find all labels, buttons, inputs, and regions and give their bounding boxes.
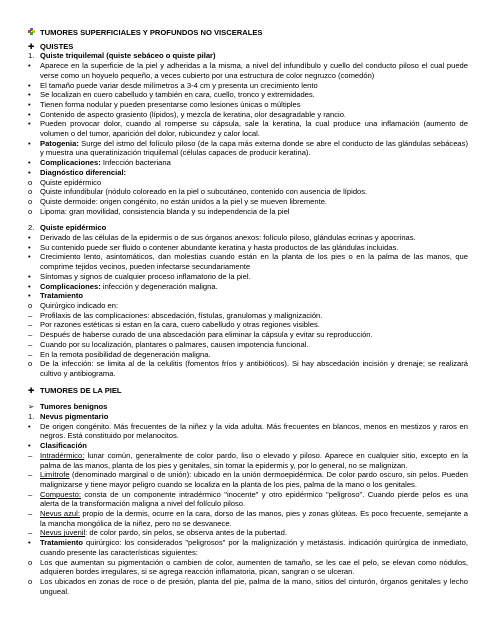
body-text: Aparece en la superficie de la piel y adheridas a la misma, a nivel del infundíbulo y cuello del conducto piloso el cual puede verse como un hoyuelo pequeño, a veces cubierto por una estructura de color negruzco (comedón)	[40, 61, 468, 80]
list-marker: •	[28, 109, 31, 119]
list-item	[28, 223, 468, 233]
list-marker: o	[28, 177, 33, 187]
list-text	[40, 509, 468, 528]
list-marker: •	[28, 421, 31, 431]
body-text: Surge del istmo del folículo piloso (de la capa más externa donde se abre el conducto de las glándulas sebáceas) y muestra una queratinización triquilemal (células capaces de producir keratina).	[40, 138, 468, 158]
document-content	[28, 42, 468, 597]
list-item	[28, 100, 468, 110]
body-text: Infección bacteriana	[100, 158, 171, 168]
list-text	[40, 538, 468, 557]
list-item	[28, 320, 468, 330]
section-spacer	[28, 395, 468, 402]
list-item	[28, 207, 468, 217]
list-item	[28, 110, 468, 120]
list-item	[28, 233, 468, 243]
list-text	[40, 272, 468, 282]
list-text	[40, 490, 468, 509]
body-text: Quiste infundibular (nódulo coloreado en la piel o subcutáneo, contenido con ausencia de lípidos.	[40, 187, 368, 197]
list-text	[40, 61, 468, 80]
list-item	[28, 119, 468, 138]
list-marker: ✚	[28, 41, 35, 51]
list-item	[28, 243, 468, 253]
list-text	[40, 100, 468, 110]
list-item	[28, 252, 468, 271]
list-marker: •	[28, 252, 31, 262]
list-text	[40, 330, 468, 340]
list-marker: •	[28, 291, 31, 301]
list-marker: •	[28, 90, 31, 100]
list-text	[40, 359, 468, 378]
list-marker: •	[28, 538, 31, 548]
list-marker: o	[28, 206, 33, 216]
list-item	[28, 311, 468, 321]
body-text: Pueden provocar dolor, cuando al romperse su cápsula, sale la keratina, la cual produce una inflamación (aumento de volumen o del tumor, aparición del dolor, rubicundez y calor local.	[40, 119, 468, 139]
body-text: De la infección: se limita al de la celulitis (fomentos fríos y antibióticos). Si hay abscedación incisión y drenaje; se realizará cultivo y antibiograma.	[40, 359, 468, 378]
list-item	[28, 470, 468, 489]
list-item	[28, 528, 468, 538]
list-item	[28, 412, 468, 422]
list-text	[40, 558, 468, 577]
underlined-term: Intradérmico:	[40, 450, 85, 460]
list-marker: 2.	[28, 223, 35, 233]
document-title-row	[28, 28, 468, 38]
list-marker: •	[28, 119, 31, 129]
list-item	[28, 538, 468, 557]
body-text: El tamaño puede variar desde milímetros a 3-4 cm y presenta un crecimiento lento	[40, 80, 318, 90]
body-text: Su contenido puede ser fluido o contener abundante keratina y hasta productos de las glándulas incluidas.	[40, 242, 399, 252]
list-text	[40, 178, 468, 188]
list-text	[40, 243, 468, 253]
bold-label: QUISTES	[40, 41, 74, 51]
body-text: Lipoma: gran movilidad, consistencia blanda y su independencia de la piel	[40, 206, 290, 216]
list-item	[28, 340, 468, 350]
list-text	[40, 320, 468, 330]
list-item	[28, 158, 468, 168]
list-item	[28, 490, 468, 509]
list-marker: o	[28, 196, 33, 206]
list-marker: •	[28, 61, 31, 71]
list-marker: •	[28, 281, 31, 291]
list-item	[28, 139, 468, 158]
list-marker: •	[28, 242, 31, 252]
section-spacer	[28, 216, 468, 223]
list-marker: •	[28, 271, 31, 281]
list-marker: •	[28, 80, 31, 90]
list-marker: –	[28, 489, 33, 499]
list-marker: –	[28, 330, 33, 340]
list-item	[28, 291, 468, 301]
bold-label: Complicaciones:	[40, 281, 101, 291]
list-item	[28, 577, 468, 596]
list-item	[28, 301, 468, 311]
list-marker: •	[28, 138, 31, 148]
list-text	[40, 340, 468, 350]
list-text	[40, 90, 468, 100]
list-marker: –	[28, 349, 33, 359]
body-text: Derivado de las células de la epidermis o de sus órganos anexos: folículo piloso, glándulas ecrinas y apocrinas.	[40, 233, 416, 243]
body-text: Quiste epidérmico	[40, 177, 102, 187]
body-text: Crecimiento lento, asintomáticos, dan molestias cuando están en la planta de los pies o en la palma de las manos, que comprime tejidos vecinos, pueden infectarse secundariamente	[40, 252, 468, 272]
list-item	[28, 330, 468, 340]
list-text	[40, 350, 468, 360]
body-text: propio de la dermis, ocurre en la cara, dorso de las manos, pies y zonas glúteas. Es poco frecuente, semejante a la mancha mongólica de la niñez, pero no se desvanece.	[40, 509, 468, 528]
list-marker: –	[28, 509, 33, 519]
bold-label: Diagnóstico diferencial:	[40, 167, 127, 177]
underlined-term: Limítrofe	[40, 470, 70, 480]
list-marker: 1.	[28, 51, 35, 61]
list-text	[40, 168, 468, 178]
list-marker: •	[28, 167, 31, 177]
list-item	[28, 402, 468, 412]
document-title: TUMORES SUPERFICIALES Y PROFUNDOS NO VISCERALES	[40, 28, 263, 37]
list-item	[28, 197, 468, 207]
body-text: Por razones estéticas si estan en la cara, cuero cabelludo y otras regiones visibles.	[40, 320, 320, 330]
list-text	[40, 42, 468, 52]
body-text: Cuando por su localización, plantares o palmares, causen impotencia funcional.	[40, 339, 309, 349]
body-text: : de color pardo, sin pelos, se observa antes de la pubertad.	[85, 528, 287, 538]
list-item	[28, 509, 468, 528]
list-marker: –	[28, 339, 33, 349]
list-marker: o	[28, 359, 33, 369]
list-marker: ✚	[28, 385, 35, 395]
list-marker: –	[28, 310, 33, 320]
list-text	[40, 577, 468, 596]
body-text: Los ubicados en zonas de roce o de presión, planta del pie, palma de la mano, sitios del cinturón, órganos genitales y lecho ungueal.	[40, 576, 468, 596]
list-text	[40, 422, 468, 441]
list-text	[40, 110, 468, 120]
list-text	[40, 252, 468, 271]
list-item	[28, 359, 468, 378]
body-text: (denominado marginal o de unión): ubicado en la unión dermoepidérmica. De color pardo oscuro, sin pelos. Pueden malignizarse y tiene mayor peligro cuando se localiza en la planta de los pies, palma de la mano o los genitales.	[40, 470, 468, 489]
list-text	[40, 139, 468, 158]
underlined-term: Nevus azul:	[40, 509, 80, 519]
list-item	[28, 386, 468, 396]
list-text	[40, 451, 468, 470]
body-text: Quiste dermoide: origen congénito, no están unidos a la piel y se mueven libremente.	[40, 196, 328, 206]
list-item	[28, 422, 468, 441]
body-text: En la remota posibilidad de degeneración maligna.	[40, 349, 211, 359]
bold-label: Patogenia:	[40, 138, 79, 148]
list-item	[28, 282, 468, 292]
list-item	[28, 178, 468, 188]
body-text: Los que aumentan su pigmentación o cambien de color, aumenten de tamaño, se les cae el pelo, se elevan como nódulos, adquieren bordes irregulares, si se agrega reacción inflamatoria, pican, sangran o se ulceran.	[40, 557, 468, 577]
list-marker: 1.	[28, 412, 35, 422]
bold-label: Tratamiento	[40, 291, 84, 301]
list-marker: o	[28, 557, 33, 567]
list-item	[28, 350, 468, 360]
body-text: Profilaxis de las complicaciones: abscedación, fístulas, granulomas y malignización.	[40, 310, 323, 320]
body-text: Quirúrgico indicado en:	[40, 300, 119, 310]
list-marker: –	[28, 528, 33, 538]
list-marker: •	[28, 99, 31, 109]
list-text	[40, 402, 468, 412]
list-marker: •	[28, 233, 31, 243]
bold-label: Quiste triquilemal (quiste sebáceo o quiste pilar)	[40, 51, 216, 61]
list-text	[40, 51, 468, 61]
body-text: consta de un componente intradérmico "inocente" y otro epidérmico "peligroso". Cuando pierde pelos es una alerta de la transformación maligna a nivel del folículo piloso.	[40, 489, 468, 509]
list-marker: –	[28, 450, 33, 460]
list-item	[28, 51, 468, 61]
underlined-term: Nevus juvenil	[40, 528, 86, 538]
list-text	[40, 311, 468, 321]
list-item	[28, 558, 468, 577]
bold-label: Nevus pigmentario	[40, 412, 109, 422]
bold-label: Clasificación	[40, 441, 87, 451]
list-text	[40, 282, 468, 292]
body-text: Se localizan en cuero cabelludo y también en cara, cuello, tronco y extremidades.	[40, 90, 315, 100]
list-marker: –	[28, 470, 33, 480]
list-marker: ➢	[28, 402, 35, 412]
list-text	[40, 223, 468, 233]
bold-label: Complicaciones:	[40, 158, 101, 168]
list-text	[40, 158, 468, 168]
body-text: lunar común, generalmente de color pardo, liso o elevado y piloso. Aparece en cualquier sitio, excepto en la palma de las manos, planta de los pies y genitales, sin tomar la epidermis y, por lo general, no se malignizan.	[40, 450, 468, 470]
body-text: Tienen forma nodular y pueden presentarse como lesiones únicas o múltiples	[40, 99, 301, 109]
body-text: De origen congénito. Más frecuentes de la niñez y la vida adulta. Más frecuentes en blancos, menos en mestizos y raros en negros. Está constituido por melanocitos.	[40, 421, 468, 441]
body-text: Después de haberse curado de una abscedación para eliminar la cápsula y evitar su reproducción.	[40, 330, 373, 340]
list-item	[28, 90, 468, 100]
list-text	[40, 301, 468, 311]
list-marker: •	[28, 158, 31, 168]
list-text	[40, 528, 468, 538]
list-text	[40, 470, 468, 489]
list-marker: •	[28, 441, 31, 451]
bold-label: Tratamiento	[40, 538, 84, 548]
list-item	[28, 61, 468, 80]
list-text	[40, 119, 468, 138]
list-item	[28, 42, 468, 52]
body-text: Contenido de aspecto grasiento (lípidos), y mezcla de keratina, olor desagradable y rancio.	[40, 109, 347, 119]
list-text	[40, 197, 468, 207]
list-text	[40, 386, 468, 396]
list-marker: o	[28, 187, 33, 197]
list-marker: o	[28, 300, 33, 310]
body-text: quirúrgico: los considerados "peligrosos" por la malignización y metástasis. indicación quirúrgica de inmediato, cuando presente las características siguientes:	[40, 538, 468, 557]
list-item	[28, 81, 468, 91]
document-body	[28, 28, 468, 596]
list-text	[40, 441, 468, 451]
list-marker: –	[28, 320, 33, 330]
list-item	[28, 451, 468, 470]
body-text: infección y degeneración maligna.	[100, 281, 218, 291]
underlined-term: Compuesto:	[40, 489, 81, 499]
list-item	[28, 187, 468, 197]
section-spacer	[28, 379, 468, 386]
list-item	[28, 168, 468, 178]
bold-label: Tumores benignos	[40, 402, 108, 412]
bold-label: Quiste epidérmico	[40, 223, 107, 233]
list-text	[40, 187, 468, 197]
list-text	[40, 81, 468, 91]
list-text	[40, 233, 468, 243]
list-item	[28, 272, 468, 282]
list-text	[40, 291, 468, 301]
colored-diamond-bullet-icon	[28, 28, 40, 38]
body-text: Síntomas y signos de cualquier proceso inflamatorio de la piel.	[40, 271, 251, 281]
list-text	[40, 412, 468, 422]
list-marker: o	[28, 576, 33, 586]
list-item	[28, 441, 468, 451]
bold-label: TUMORES DE LA PIEL	[40, 385, 122, 395]
list-text	[40, 207, 468, 217]
